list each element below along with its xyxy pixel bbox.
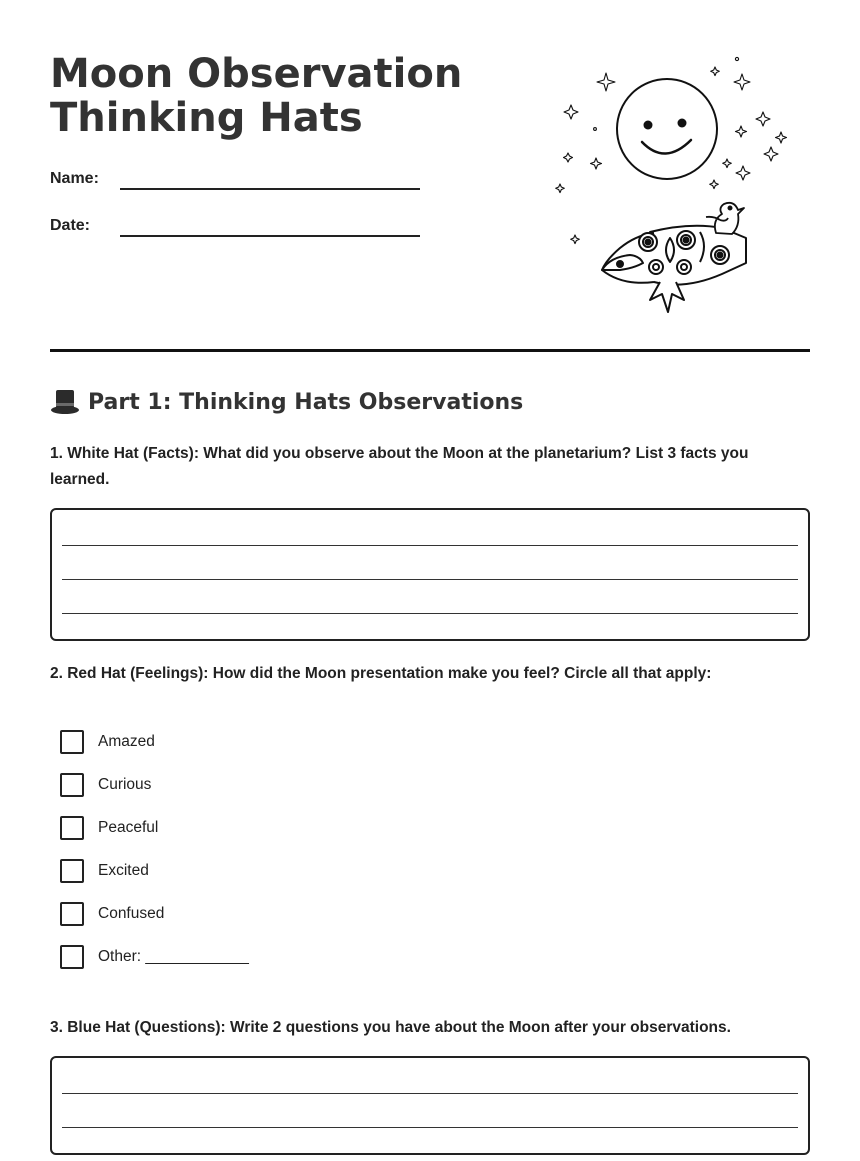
answer-line[interactable] [62,545,798,546]
moon-face-icon [617,79,717,179]
answer-line[interactable] [62,1127,798,1128]
feeling-option-confused[interactable] [60,892,460,935]
questions-answer-box[interactable] [50,1056,810,1155]
feeling-option-curious[interactable] [60,763,460,806]
title-line-1: Moon Observation [50,51,463,97]
date-write-line[interactable] [120,235,420,237]
question-3: 3. Blue Hat (Questions): Write 2 questions you have about the Moon after your observations. [50,1019,731,1036]
answer-line[interactable] [62,579,798,580]
page-title [50,52,510,140]
checkbox[interactable] [60,730,84,754]
option-label: Curious [98,775,152,793]
option-label: Other: ____________ [98,947,249,965]
star-icon [556,57,787,243]
option-label: Excited [98,861,149,879]
checkbox[interactable] [60,945,84,969]
option-label: Peaceful [98,818,159,836]
feeling-option-other[interactable] [60,935,460,978]
part1-title: Part 1: Thinking Hats Observations [88,389,524,415]
feelings-checklist [60,720,460,978]
name-label: Name: [50,170,99,187]
header-divider [50,349,810,352]
checkbox[interactable] [60,773,84,797]
checkbox[interactable] [60,859,84,883]
moon-canoe-illustration [550,50,800,320]
feeling-option-peaceful[interactable] [60,806,460,849]
feeling-option-amazed[interactable] [60,720,460,763]
checkbox[interactable] [60,816,84,840]
answer-line[interactable] [62,1093,798,1094]
name-field[interactable] [50,160,420,190]
answer-line[interactable] [62,613,798,614]
title-line-2: Thinking Hats [50,95,363,141]
part1-heading [50,388,523,416]
name-write-line[interactable] [120,188,420,190]
worksheet-page [50,0,810,1161]
canoe-icon [602,226,746,312]
option-label: Amazed [98,732,155,750]
question-2: 2. Red Hat (Feelings): How did the Moon presentation make you feel? Circle all that apply: [50,665,712,682]
facts-answer-box[interactable] [50,508,810,641]
checkbox[interactable] [60,902,84,926]
top-hat-icon [50,388,80,416]
date-label: Date: [50,217,91,234]
date-field[interactable] [50,207,420,237]
feeling-option-excited[interactable] [60,849,460,892]
option-label: Confused [98,904,165,922]
question-1: 1. White Hat (Facts): What did you observe about the Moon at the planetarium? List 3 facts you learned. [50,445,749,488]
